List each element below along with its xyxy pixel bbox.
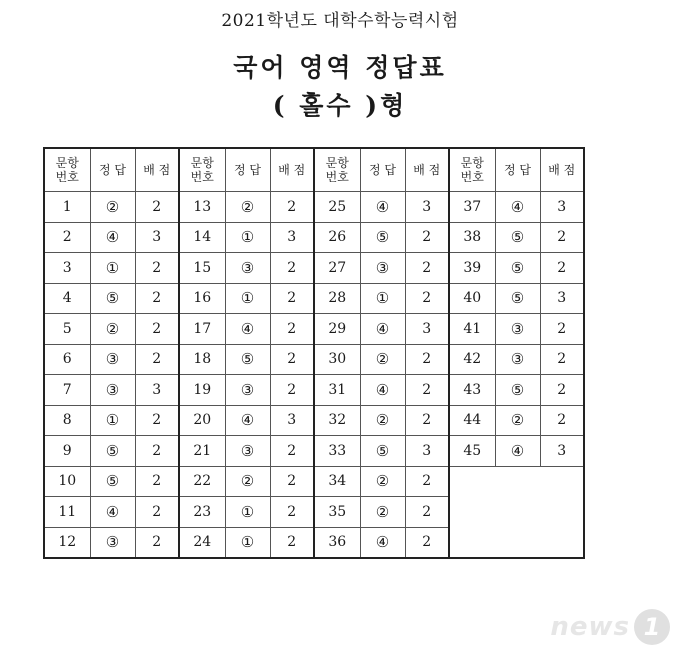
answer-cell: ⑤ bbox=[360, 222, 405, 253]
question-number-cell: 24 bbox=[179, 527, 225, 558]
question-number-cell: 37 bbox=[449, 192, 495, 223]
points-cell: 2 bbox=[540, 405, 584, 436]
answer-cell: ② bbox=[360, 497, 405, 528]
table-header-row bbox=[44, 148, 584, 192]
answer-cell: ③ bbox=[495, 314, 540, 345]
points-cell: 2 bbox=[270, 527, 314, 558]
question-number-cell: 31 bbox=[314, 375, 360, 406]
empty-cell bbox=[449, 497, 584, 528]
answer-cell: ① bbox=[225, 222, 270, 253]
points-cell: 2 bbox=[405, 405, 449, 436]
points-cell: 2 bbox=[270, 436, 314, 467]
points-cell: 2 bbox=[135, 253, 179, 284]
points-cell: 2 bbox=[135, 405, 179, 436]
answer-cell: ⑤ bbox=[495, 222, 540, 253]
answer-cell: ④ bbox=[225, 314, 270, 345]
table-row bbox=[44, 283, 584, 314]
question-number-cell: 43 bbox=[449, 375, 495, 406]
points-cell: 2 bbox=[405, 466, 449, 497]
news1-logo-icon: 1 bbox=[634, 609, 670, 645]
question-number-cell: 12 bbox=[44, 527, 90, 558]
points-cell: 2 bbox=[270, 344, 314, 375]
header-answer: 정 답 bbox=[360, 148, 405, 192]
answer-cell: ② bbox=[360, 405, 405, 436]
answer-cell: ② bbox=[90, 314, 135, 345]
table-row bbox=[44, 222, 584, 253]
question-number-cell: 15 bbox=[179, 253, 225, 284]
table-row bbox=[44, 436, 584, 467]
table-row bbox=[44, 497, 584, 528]
points-cell: 2 bbox=[540, 314, 584, 345]
header-question-number: 문항 번호 bbox=[179, 148, 225, 192]
answer-cell: ④ bbox=[495, 192, 540, 223]
points-cell: 2 bbox=[405, 527, 449, 558]
points-cell: 2 bbox=[540, 253, 584, 284]
header-answer: 정 답 bbox=[90, 148, 135, 192]
points-cell: 2 bbox=[405, 375, 449, 406]
question-number-cell: 18 bbox=[179, 344, 225, 375]
question-number-cell: 33 bbox=[314, 436, 360, 467]
table-row bbox=[44, 314, 584, 345]
points-cell: 2 bbox=[540, 344, 584, 375]
answer-cell: ③ bbox=[225, 375, 270, 406]
watermark-logo bbox=[520, 606, 670, 648]
answer-cell: ① bbox=[225, 283, 270, 314]
question-number-cell: 39 bbox=[449, 253, 495, 284]
header-points: 배 점 bbox=[270, 148, 314, 192]
points-cell: 2 bbox=[270, 192, 314, 223]
header-answer: 정 답 bbox=[225, 148, 270, 192]
points-cell: 3 bbox=[270, 222, 314, 253]
question-number-cell: 41 bbox=[449, 314, 495, 345]
header-question-number: 문항 번호 bbox=[449, 148, 495, 192]
answer-cell: ② bbox=[90, 192, 135, 223]
question-number-cell: 7 bbox=[44, 375, 90, 406]
question-number-cell: 13 bbox=[179, 192, 225, 223]
points-cell: 2 bbox=[270, 466, 314, 497]
question-number-cell: 42 bbox=[449, 344, 495, 375]
table-row bbox=[44, 192, 584, 223]
answer-cell: ④ bbox=[360, 314, 405, 345]
exam-type-title: ( 홀수 )형 bbox=[272, 91, 408, 120]
points-cell: 2 bbox=[135, 497, 179, 528]
header-points: 배 점 bbox=[135, 148, 179, 192]
header-points: 배 점 bbox=[540, 148, 584, 192]
question-number-cell: 35 bbox=[314, 497, 360, 528]
points-cell: 2 bbox=[135, 466, 179, 497]
points-cell: 2 bbox=[405, 222, 449, 253]
question-number-cell: 21 bbox=[179, 436, 225, 467]
question-number-cell: 30 bbox=[314, 344, 360, 375]
question-number-cell: 23 bbox=[179, 497, 225, 528]
question-number-cell: 27 bbox=[314, 253, 360, 284]
question-number-cell: 20 bbox=[179, 405, 225, 436]
question-number-cell: 3 bbox=[44, 253, 90, 284]
answer-cell: ③ bbox=[90, 344, 135, 375]
points-cell: 3 bbox=[540, 192, 584, 223]
empty-cell bbox=[449, 466, 584, 497]
answer-cell: ⑤ bbox=[90, 436, 135, 467]
points-cell: 2 bbox=[135, 344, 179, 375]
points-cell: 2 bbox=[405, 344, 449, 375]
question-number-cell: 8 bbox=[44, 405, 90, 436]
news1-wordmark: news bbox=[550, 612, 630, 642]
question-number-cell: 22 bbox=[179, 466, 225, 497]
points-cell: 2 bbox=[135, 527, 179, 558]
question-number-cell: 5 bbox=[44, 314, 90, 345]
table-row bbox=[44, 344, 584, 375]
points-cell: 3 bbox=[270, 405, 314, 436]
question-number-cell: 10 bbox=[44, 466, 90, 497]
answer-cell: ① bbox=[90, 405, 135, 436]
answer-cell: ⑤ bbox=[495, 253, 540, 284]
question-number-cell: 14 bbox=[179, 222, 225, 253]
question-number-cell: 11 bbox=[44, 497, 90, 528]
answer-cell: ② bbox=[360, 344, 405, 375]
empty-cell bbox=[449, 527, 584, 558]
table-row bbox=[44, 405, 584, 436]
points-cell: 3 bbox=[135, 222, 179, 253]
table-row bbox=[44, 527, 584, 558]
answer-cell: ④ bbox=[495, 436, 540, 467]
answer-cell: ⑤ bbox=[495, 375, 540, 406]
header-question-number: 문항 번호 bbox=[314, 148, 360, 192]
header-points: 배 점 bbox=[405, 148, 449, 192]
points-cell: 2 bbox=[270, 253, 314, 284]
header-question-number: 문항 번호 bbox=[44, 148, 90, 192]
question-number-cell: 36 bbox=[314, 527, 360, 558]
question-number-cell: 38 bbox=[449, 222, 495, 253]
question-number-cell: 9 bbox=[44, 436, 90, 467]
points-cell: 2 bbox=[540, 222, 584, 253]
question-number-cell: 19 bbox=[179, 375, 225, 406]
answer-cell: ① bbox=[225, 497, 270, 528]
answer-cell: ③ bbox=[90, 527, 135, 558]
question-number-cell: 16 bbox=[179, 283, 225, 314]
answer-cell: ④ bbox=[360, 192, 405, 223]
points-cell: 2 bbox=[540, 375, 584, 406]
points-cell: 2 bbox=[135, 436, 179, 467]
points-cell: 3 bbox=[135, 375, 179, 406]
answer-cell: ④ bbox=[90, 222, 135, 253]
answer-cell: ③ bbox=[360, 253, 405, 284]
points-cell: 2 bbox=[270, 497, 314, 528]
header-answer: 정 답 bbox=[495, 148, 540, 192]
points-cell: 2 bbox=[405, 283, 449, 314]
answer-cell: ④ bbox=[225, 405, 270, 436]
exam-title: 2021학년도 대학수학능력시험 bbox=[221, 11, 459, 31]
table-row bbox=[44, 253, 584, 284]
question-number-cell: 4 bbox=[44, 283, 90, 314]
answer-table bbox=[43, 147, 585, 559]
question-number-cell: 29 bbox=[314, 314, 360, 345]
question-number-cell: 1 bbox=[44, 192, 90, 223]
answer-cell: ④ bbox=[360, 375, 405, 406]
question-number-cell: 32 bbox=[314, 405, 360, 436]
points-cell: 2 bbox=[405, 253, 449, 284]
answer-cell: ② bbox=[495, 405, 540, 436]
points-cell: 2 bbox=[135, 192, 179, 223]
page-title: 국어 영역 정답표 bbox=[233, 53, 447, 82]
question-number-cell: 2 bbox=[44, 222, 90, 253]
points-cell: 3 bbox=[405, 436, 449, 467]
question-number-cell: 28 bbox=[314, 283, 360, 314]
points-cell: 3 bbox=[405, 314, 449, 345]
answer-cell: ③ bbox=[90, 375, 135, 406]
answer-cell: ⑤ bbox=[90, 283, 135, 314]
answer-cell: ④ bbox=[90, 497, 135, 528]
question-number-cell: 6 bbox=[44, 344, 90, 375]
points-cell: 2 bbox=[405, 497, 449, 528]
answer-cell: ② bbox=[225, 466, 270, 497]
points-cell: 2 bbox=[270, 283, 314, 314]
answer-cell: ③ bbox=[225, 253, 270, 284]
answer-cell: ④ bbox=[360, 527, 405, 558]
question-number-cell: 17 bbox=[179, 314, 225, 345]
points-cell: 2 bbox=[135, 314, 179, 345]
answer-cell: ② bbox=[225, 192, 270, 223]
points-cell: 3 bbox=[540, 283, 584, 314]
answer-cell: ⑤ bbox=[495, 283, 540, 314]
question-number-cell: 25 bbox=[314, 192, 360, 223]
table-row bbox=[44, 375, 584, 406]
answer-cell: ③ bbox=[495, 344, 540, 375]
question-number-cell: 44 bbox=[449, 405, 495, 436]
answer-cell: ② bbox=[360, 466, 405, 497]
answer-cell: ⑤ bbox=[225, 344, 270, 375]
points-cell: 2 bbox=[270, 314, 314, 345]
points-cell: 3 bbox=[405, 192, 449, 223]
answer-cell: ⑤ bbox=[90, 466, 135, 497]
points-cell: 3 bbox=[540, 436, 584, 467]
answer-cell: ⑤ bbox=[360, 436, 405, 467]
table-body bbox=[44, 192, 584, 559]
question-number-cell: 26 bbox=[314, 222, 360, 253]
question-number-cell: 34 bbox=[314, 466, 360, 497]
points-cell: 2 bbox=[135, 283, 179, 314]
answer-cell: ① bbox=[360, 283, 405, 314]
question-number-cell: 40 bbox=[449, 283, 495, 314]
table-row bbox=[44, 466, 584, 497]
answer-cell: ③ bbox=[225, 436, 270, 467]
question-number-cell: 45 bbox=[449, 436, 495, 467]
answer-cell: ① bbox=[90, 253, 135, 284]
points-cell: 2 bbox=[270, 375, 314, 406]
answer-cell: ① bbox=[225, 527, 270, 558]
